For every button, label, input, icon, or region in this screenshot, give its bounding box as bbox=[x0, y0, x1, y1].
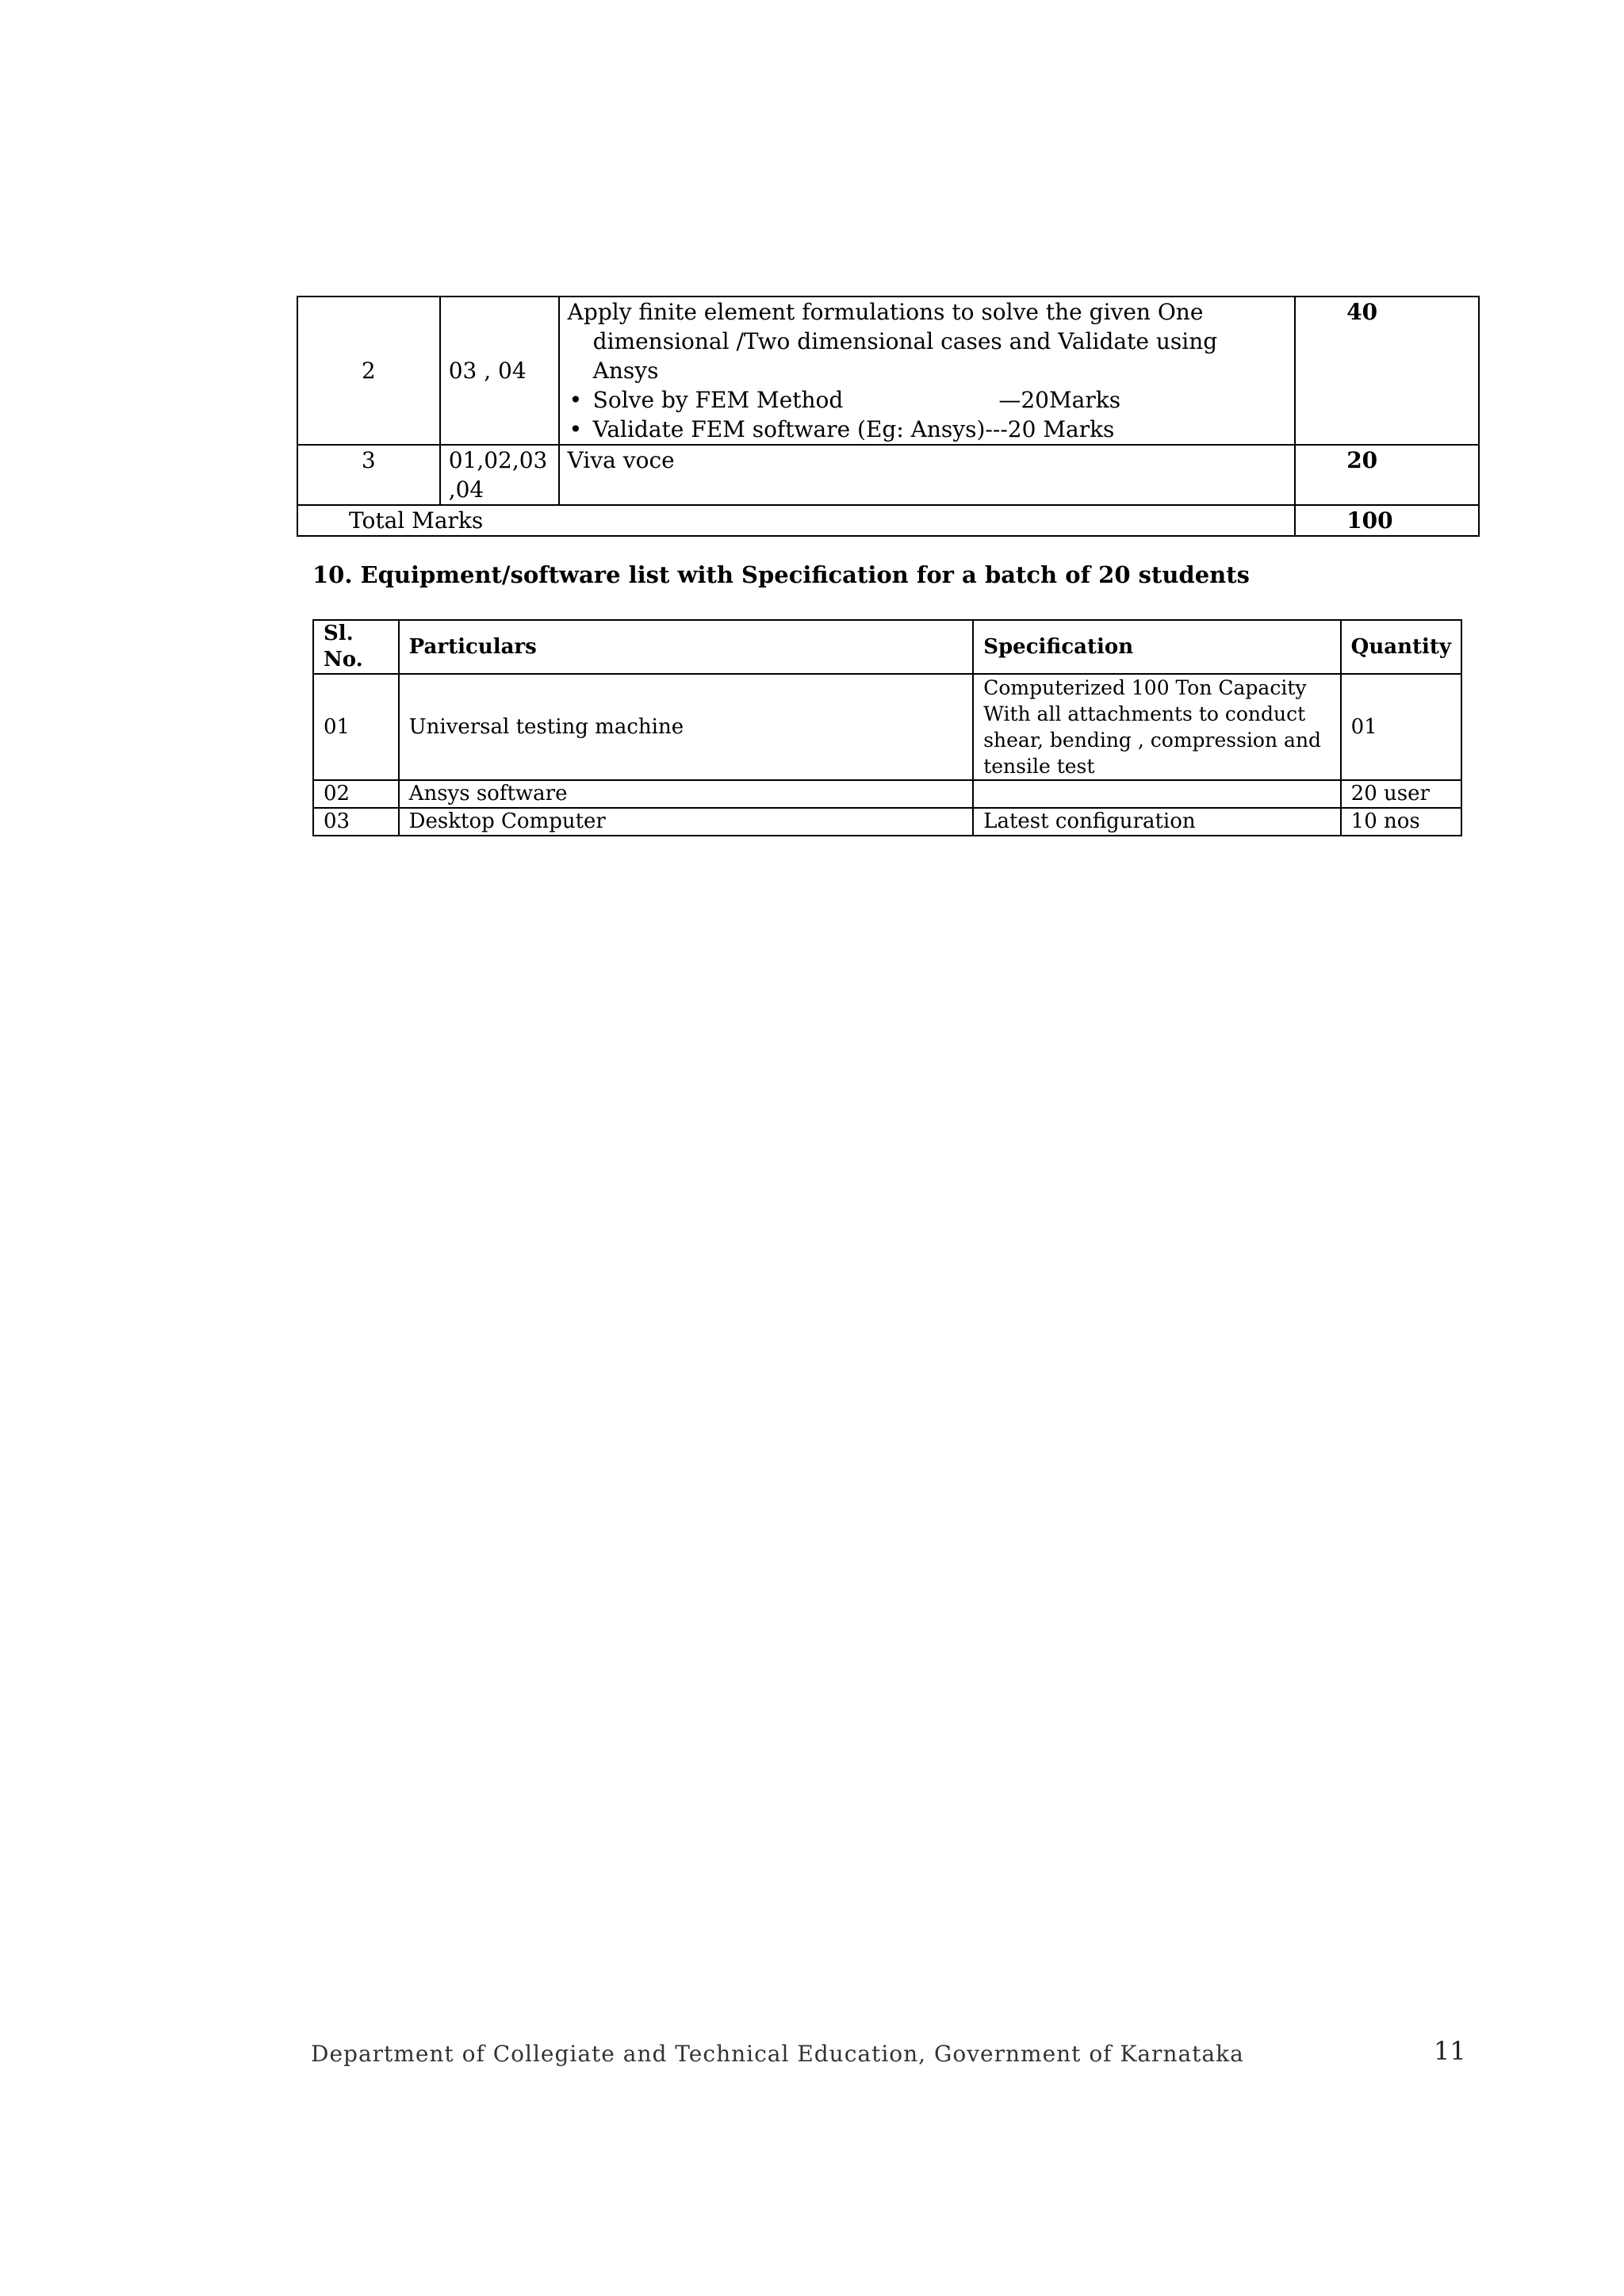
spec-line: shear, bending , compression and bbox=[983, 729, 1322, 752]
quantity-cell: 10 nos bbox=[1341, 808, 1461, 836]
co-cell bbox=[440, 445, 559, 505]
bullet-text: Validate FEM software (Eg: Ansys)---20 Marks bbox=[592, 416, 1115, 442]
particulars-cell: Universal testing machine bbox=[399, 674, 974, 780]
equipment-table bbox=[312, 619, 1462, 836]
spec-line: With all attachments to conduct bbox=[983, 702, 1306, 725]
column-header-particulars: Particulars bbox=[399, 620, 974, 674]
sl-no-cell: 02 bbox=[313, 780, 399, 808]
co-line: ,04 bbox=[448, 476, 485, 503]
assessment-table bbox=[297, 296, 1480, 537]
description-cell: Viva voce bbox=[559, 445, 1296, 505]
particulars-cell: Desktop Computer bbox=[399, 808, 974, 836]
bullet-marks: —20Marks bbox=[998, 387, 1121, 413]
list-item bbox=[568, 415, 1287, 444]
sl-no-cell: 03 bbox=[313, 808, 399, 836]
total-value: 100 bbox=[1295, 505, 1479, 536]
particulars-cell: Ansys software bbox=[399, 780, 974, 808]
bullet-icon: • bbox=[569, 416, 583, 442]
marks-cell: 40 bbox=[1295, 297, 1479, 445]
bullet-icon: • bbox=[569, 387, 583, 413]
description-line: dimensional /Two dimensional cases and Validate using Ansys bbox=[592, 328, 1218, 384]
table-row bbox=[297, 505, 1479, 536]
column-header-quantity: Quantity bbox=[1341, 620, 1461, 674]
sl-no-cell: 3 bbox=[297, 445, 440, 505]
bullet-text: Solve by FEM Method bbox=[592, 387, 844, 413]
description-cell bbox=[559, 297, 1296, 445]
quantity-cell: 20 user bbox=[1341, 780, 1461, 808]
sl-no-cell: 01 bbox=[313, 674, 399, 780]
marks-cell: 20 bbox=[1295, 445, 1479, 505]
table-row bbox=[297, 445, 1479, 505]
table-row bbox=[313, 780, 1461, 808]
sl-no-cell: 2 bbox=[297, 297, 440, 445]
table-header-row bbox=[313, 620, 1461, 674]
co-line: 01,02,03 bbox=[448, 447, 548, 473]
table-row bbox=[313, 674, 1461, 780]
specification-cell bbox=[973, 674, 1340, 780]
table-row bbox=[297, 297, 1479, 445]
spec-line: tensile test bbox=[983, 755, 1095, 778]
table-row bbox=[313, 808, 1461, 836]
spec-line: Computerized 100 Ton Capacity bbox=[983, 676, 1307, 699]
column-header-specification: Specification bbox=[973, 620, 1340, 674]
specification-cell: Latest configuration bbox=[973, 808, 1340, 836]
section-heading: 10. Equipment/software list with Specification for a batch of 20 students bbox=[312, 561, 1250, 588]
footer-department: Department of Collegiate and Technical Education, Government of Karnataka bbox=[311, 2041, 1244, 2067]
bullet-list bbox=[568, 385, 1287, 444]
list-item bbox=[568, 385, 1287, 415]
page-number: 11 bbox=[1434, 2036, 1466, 2066]
column-header-sl-no: Sl. No. bbox=[313, 620, 399, 674]
specification-cell bbox=[973, 780, 1340, 808]
description-line: Apply finite element formulations to solve the given One bbox=[567, 299, 1204, 325]
total-label: Total Marks bbox=[297, 505, 1295, 536]
quantity-cell: 01 bbox=[1341, 674, 1461, 780]
co-cell: 03 , 04 bbox=[440, 297, 559, 445]
